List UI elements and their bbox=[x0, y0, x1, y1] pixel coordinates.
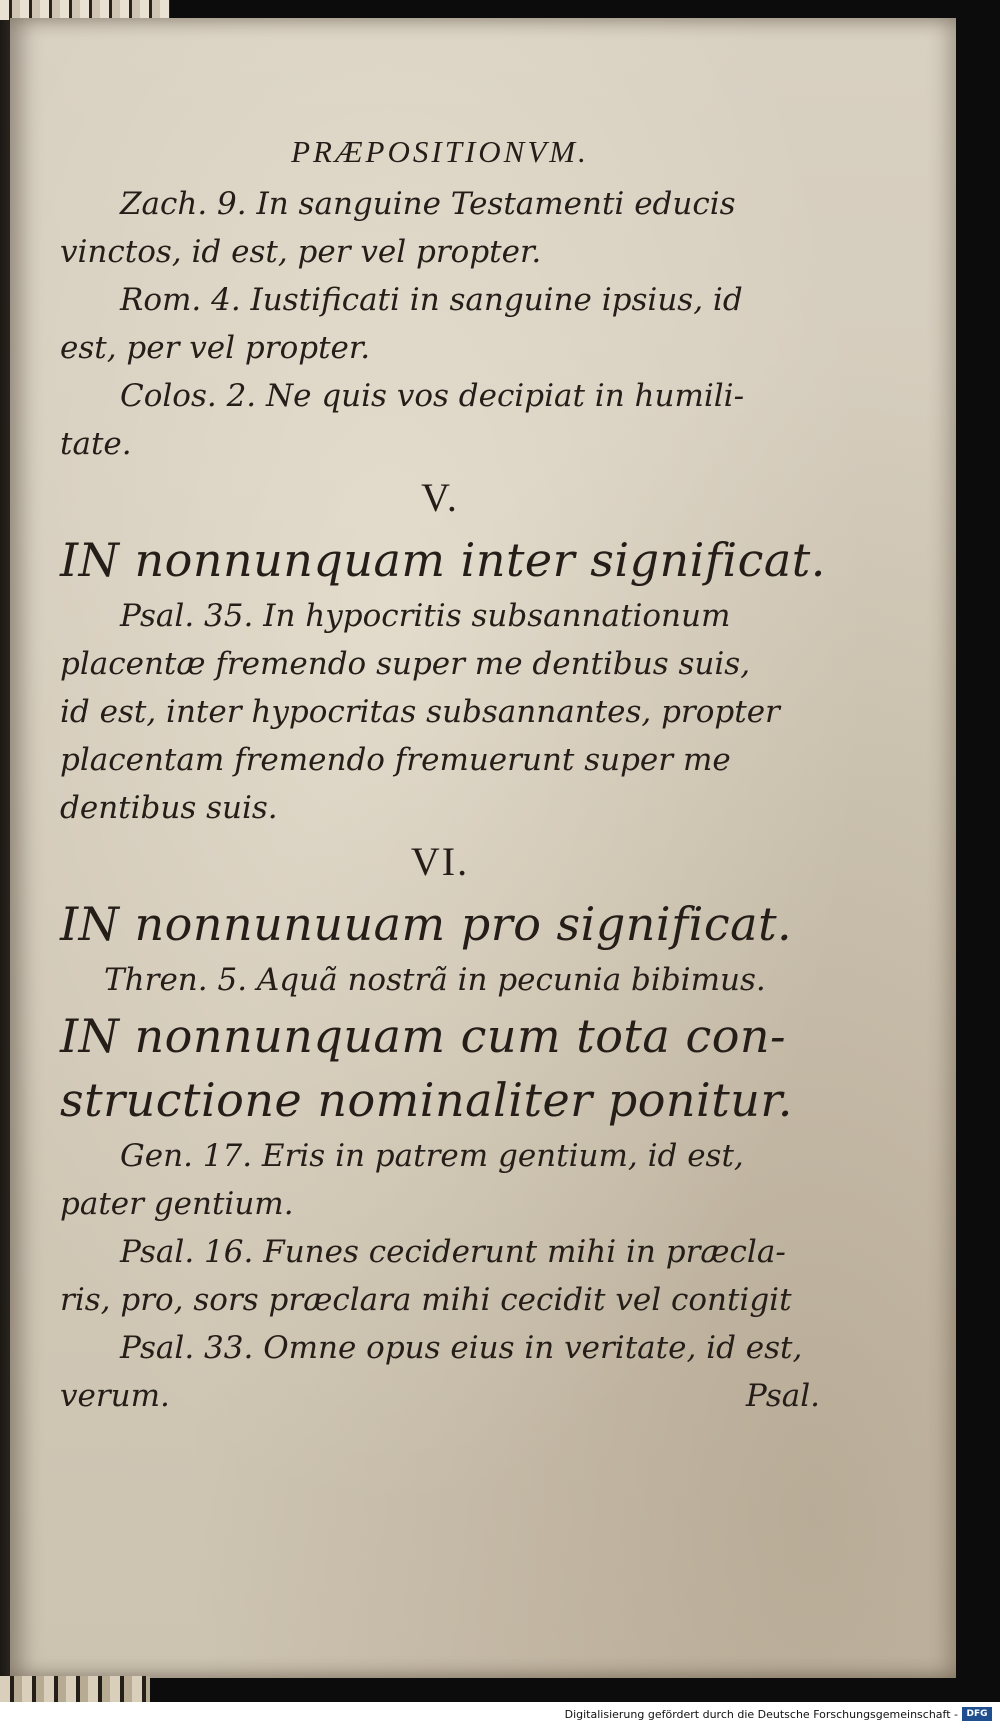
text-line: ris, pro, sors præclara mihi cecidit vel contigit bbox=[60, 1282, 792, 1318]
text-line: pater gentium. bbox=[60, 1186, 294, 1222]
text-line: est, per vel propter. bbox=[60, 330, 371, 366]
section-numeral: VI. bbox=[410, 839, 470, 884]
rule-heading: IN nonnunquam inter significat. bbox=[60, 533, 826, 587]
catchword: Psal. bbox=[745, 1378, 820, 1414]
dfg-logo-icon: DFG bbox=[962, 1707, 992, 1721]
rule-heading: IN nonnunquam cum tota con- bbox=[60, 1009, 787, 1063]
rule-heading: IN nonnunuuam pro significat. bbox=[60, 897, 793, 951]
section-numeral: V. bbox=[421, 475, 459, 520]
text-line: Psal. 16. Funes ceciderunt mihi in præcla- bbox=[120, 1234, 786, 1270]
text-line: Psal. 35. In hypocritis subsannationum bbox=[120, 598, 731, 634]
text-line: Rom. 4. Iustificati in sanguine ipsius, id bbox=[120, 282, 743, 318]
text-line: dentibus suis. bbox=[60, 790, 278, 826]
last-line-row bbox=[60, 1372, 820, 1420]
scan-top-strip bbox=[0, 0, 170, 20]
rule-heading: structione nominaliter ponitur. bbox=[60, 1073, 793, 1127]
scan-bottom-strip bbox=[0, 1676, 150, 1702]
text-line: Colos. 2. Ne quis vos decipiat in humili- bbox=[120, 378, 745, 414]
text-line: Gen. 17. Eris in patrem gentium, id est, bbox=[120, 1138, 744, 1174]
running-head: PRÆPOSITIONVM. bbox=[291, 134, 589, 169]
funding-notice: Digitalisierung gefördert durch die Deutsche Forschungsgemeinschaft - bbox=[564, 1708, 958, 1721]
text-line: vinctos, id est, per vel propter. bbox=[60, 234, 542, 270]
text-line: id est, inter hypocritas subsannantes, propter bbox=[60, 694, 780, 730]
footer-bar bbox=[0, 1702, 1000, 1726]
page-text bbox=[60, 130, 826, 1420]
text-line: placentam fremendo fremuerunt super me bbox=[60, 742, 731, 778]
text-line: verum. bbox=[60, 1378, 170, 1414]
text-line: Psal. 33. Omne opus eius in veritate, id est, bbox=[120, 1330, 803, 1366]
book-page bbox=[10, 18, 956, 1678]
text-line: Zach. 9. In sanguine Testamenti educis bbox=[120, 186, 736, 222]
text-line: placentæ fremendo super me dentibus suis, bbox=[60, 646, 751, 682]
text-line: tate. bbox=[60, 426, 132, 462]
text-line: Thren. 5. Aquã nostrã in pecunia bibimus. bbox=[104, 962, 766, 998]
